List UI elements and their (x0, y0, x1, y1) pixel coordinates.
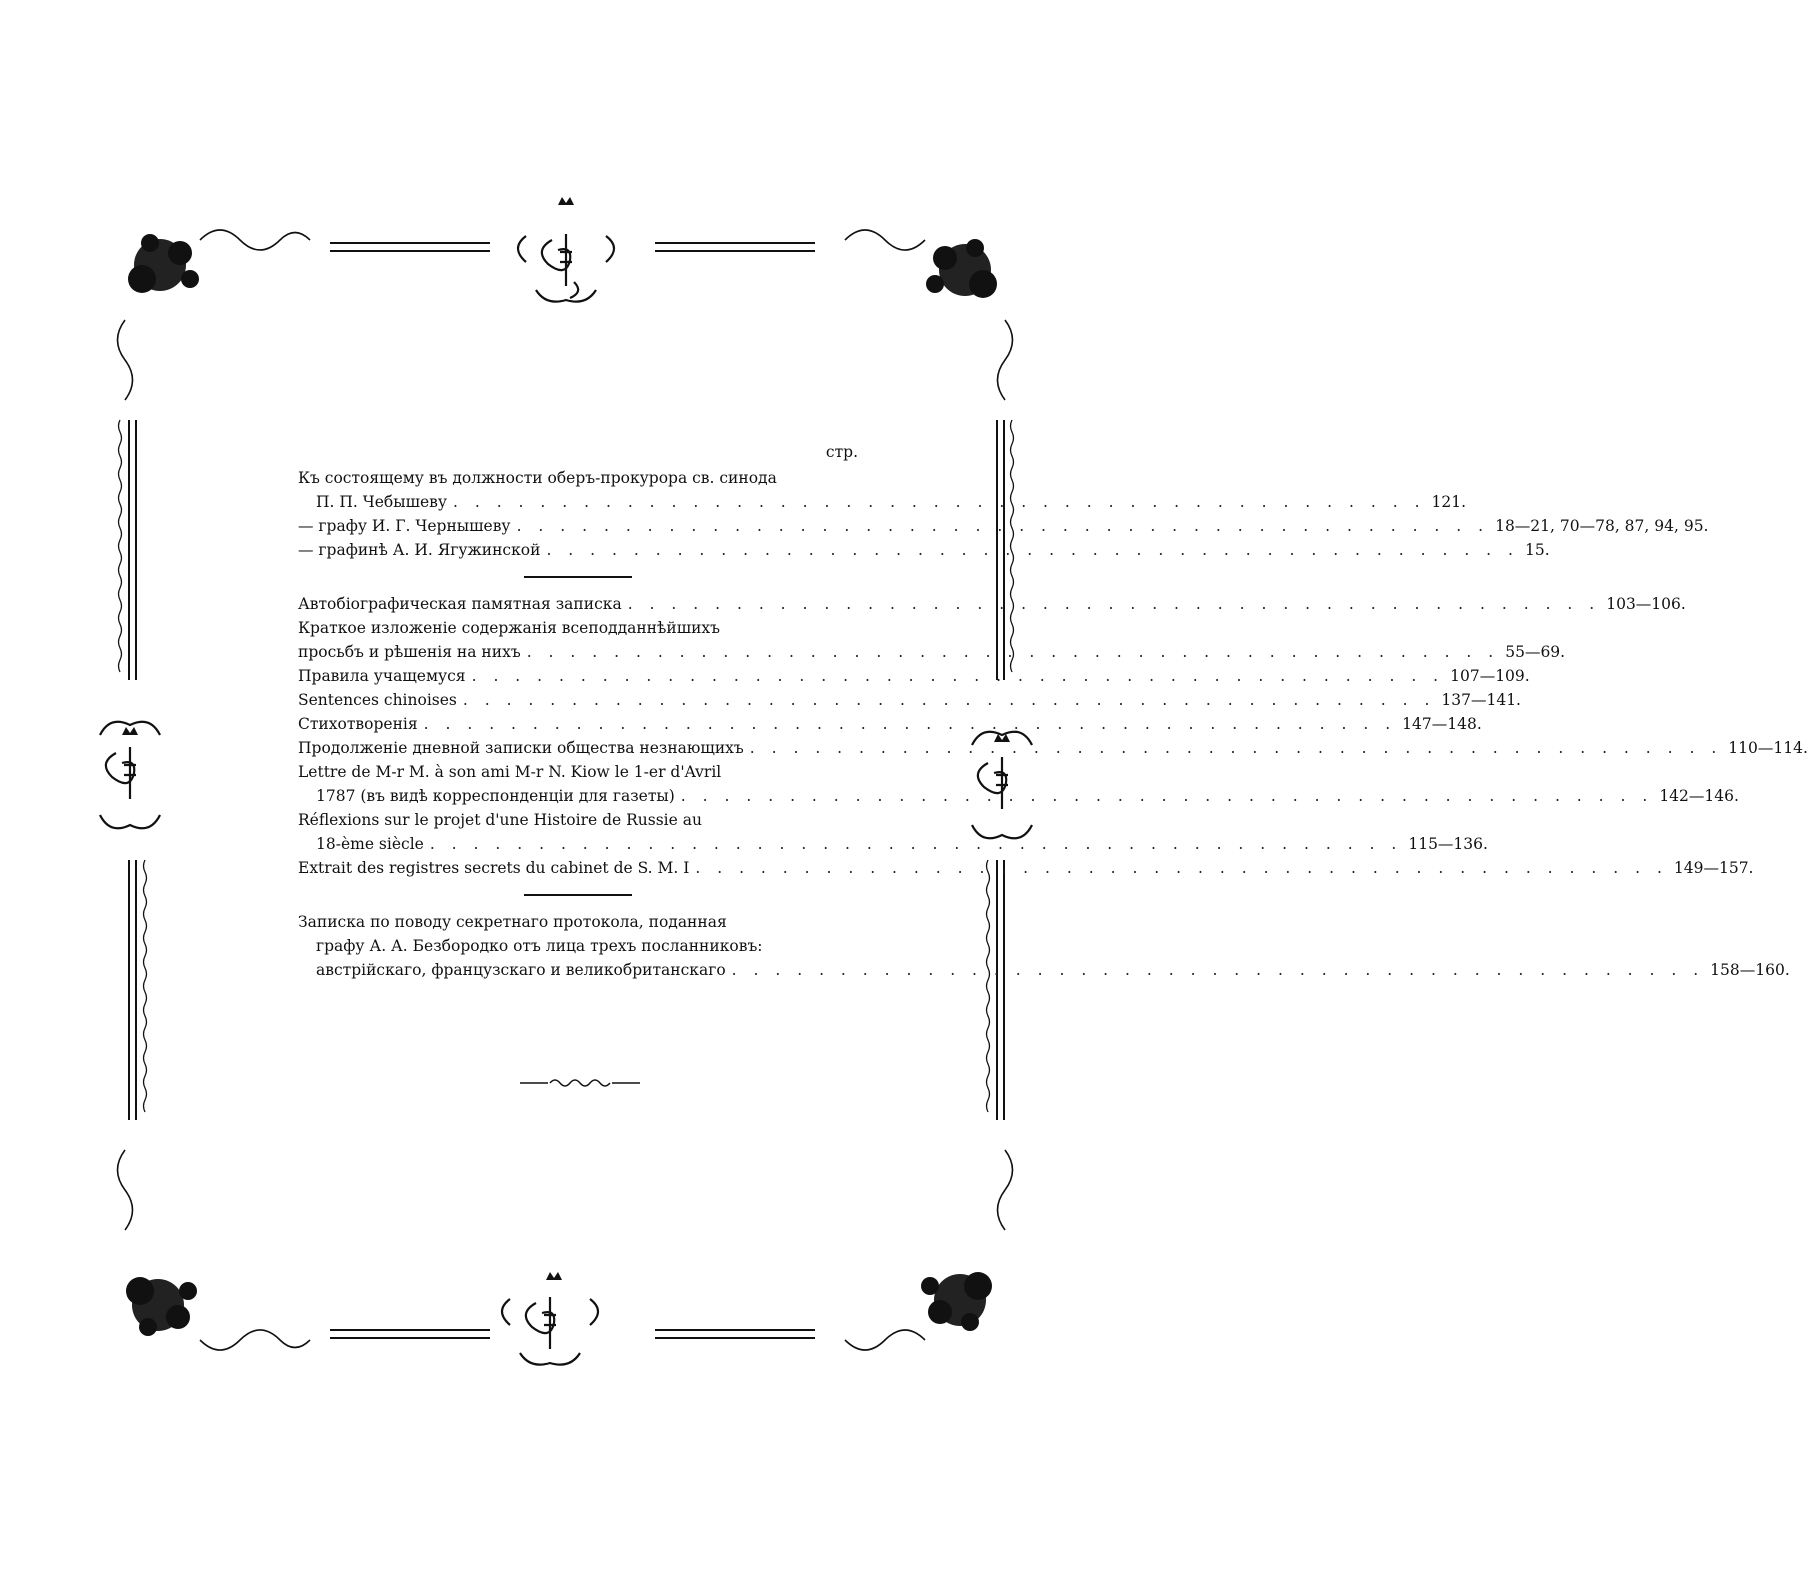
toc-lead: Réflexions sur le projet d'une Histoire de Russie au (298, 811, 702, 829)
toc-lead: Записка по поводу секретнаго протокола, поданная (298, 913, 727, 931)
toc-entry: Автобіографическая памятная записка . . . 103—106. (298, 592, 858, 616)
toc-lead: Къ состоящему въ должности оберъ-прокурора св. синода (298, 469, 777, 487)
section-divider (524, 894, 632, 896)
toc-entry: П. П. Чебышеву . . . 121. (298, 490, 858, 514)
toc-entry: — графу И. Г. Чернышеву . . . 18—21, 70—78, 87, 94, 95. (298, 514, 858, 538)
toc-entry: Продолженіе дневной записки общества незнающихъ . . . 110—114. (298, 736, 858, 760)
toc-lead: Lettre de M-r M. à son ami M-r N. Kiow le 1-er d'Avril (298, 763, 722, 781)
toc-entry: Sentences chinoises . . . 137—141. (298, 688, 858, 712)
table-of-contents (298, 440, 1808, 982)
toc-entry: австрійскаго, французскаго и великобританскаго . . . 158—160. (298, 958, 858, 982)
toc-entry: — графинѣ А. И. Ягужинской . . . 15. (298, 538, 858, 562)
fleuron-ornament (520, 1076, 640, 1090)
toc-entry: Правила учащемуся . . . 107—109. (298, 664, 858, 688)
toc-entry: 1787 (въ видѣ корреспонденціи для газеты) . . . 142—146. (298, 784, 858, 808)
toc-entry: Extrait des registres secrets du cabinet de S. M. I . . . 149—157. (298, 856, 858, 880)
toc-entry: Стихотворенія . . . 147—148. (298, 712, 858, 736)
toc-lead: Краткое изложеніе содержанія всеподданнѣйшихъ (298, 619, 721, 637)
page-column-header: стр. (825, 443, 858, 461)
section-divider (524, 576, 632, 578)
toc-lead: графу А. А. Безбородко отъ лица трехъ посланниковъ: (316, 937, 763, 955)
toc-entry: 18-ème siècle . . . 115—136. (298, 832, 858, 856)
toc-entry: просьбъ и рѣшенія на нихъ . . . 55—69. (298, 640, 858, 664)
